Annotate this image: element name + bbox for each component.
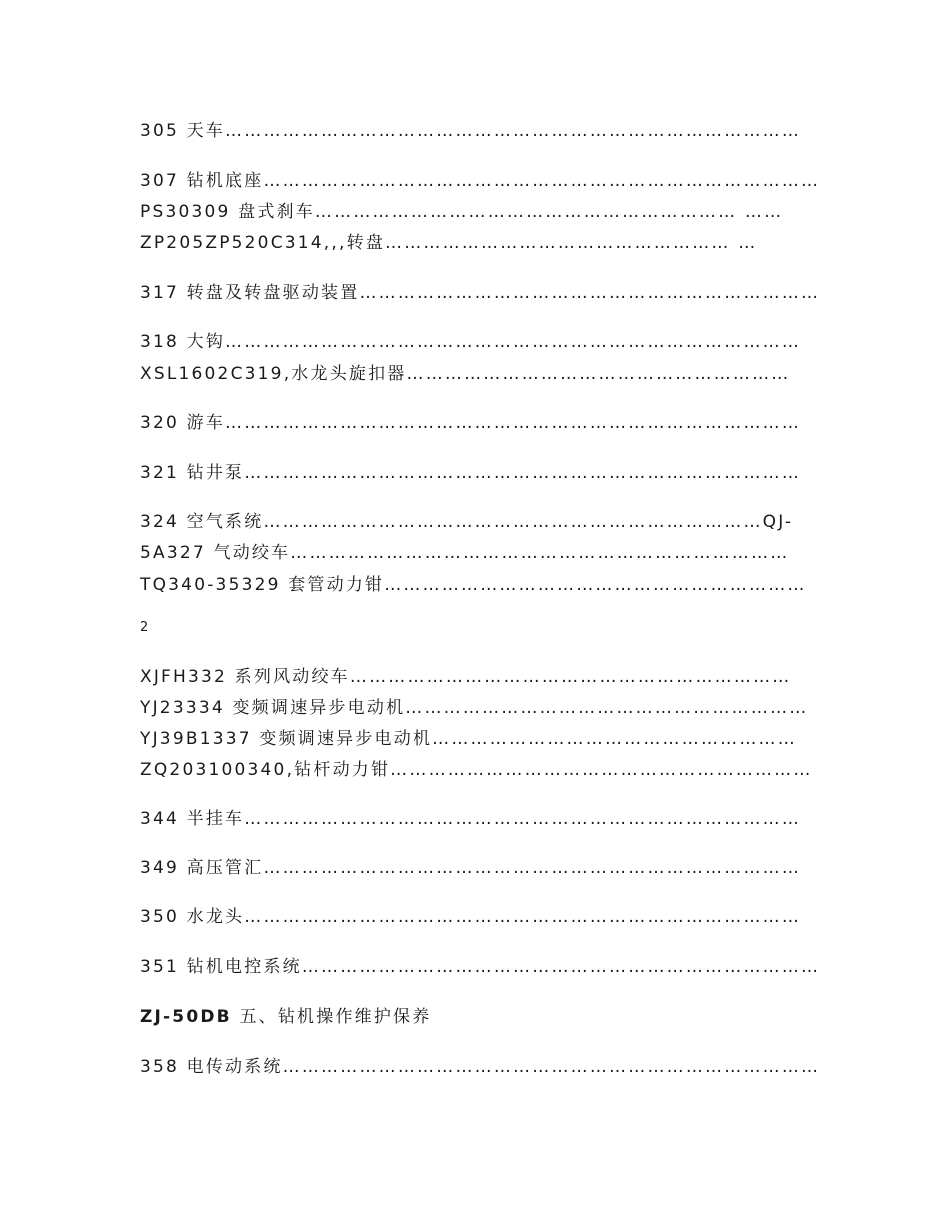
toc-entry-349: 349 高压管汇…………………………………………………………………………: [140, 858, 802, 878]
toc-entry-358: 358 电传动系统…………………………………………………………………………: [140, 1057, 821, 1077]
toc-entry-309: PS30309 盘式刹车………………………………………………………… ……: [140, 202, 784, 222]
toc-entry-329: TQ340-35329 套管动力钳…………………………………………………………: [140, 575, 807, 595]
section-heading: [140, 1006, 431, 1028]
toc-entry-327: 5A327 气动绞车……………………………………………………………………: [140, 543, 790, 563]
toc-entry-314: ZP205ZP520C314,,,转盘……………………………………………… …: [140, 233, 758, 253]
section-code: ZJ-50DB: [140, 1007, 232, 1027]
toc-entry-350: 350 水龙头……………………………………………………………………………: [140, 907, 802, 927]
toc-entry-319: XSL1602C319,水龙头旋扣器……………………………………………………: [140, 364, 791, 384]
toc-entry-340: ZQ203100340,钻杆动力钳…………………………………………………………: [140, 760, 813, 780]
toc-entry-318: 318 大钩………………………………………………………………………………: [140, 332, 802, 352]
toc-entry-332: XJFH332 系列风动绞车……………………………………………………………: [140, 667, 792, 687]
toc-entry-337: YJ39B1337 变频调速异步电动机…………………………………………………: [140, 729, 797, 749]
toc-entry-307: 307 钻机底座……………………………………………………………………………: [140, 171, 821, 191]
toc-entry-351: 351 钻机电控系统………………………………………………………………………: [140, 957, 821, 977]
toc-entry-320: 320 游车………………………………………………………………………………: [140, 413, 802, 433]
toc-entry-334: YJ23334 变频调速异步电动机………………………………………………………: [140, 698, 809, 718]
toc-entry-305: 305 天车………………………………………………………………………………: [140, 121, 802, 141]
page-number: 2: [140, 620, 149, 635]
section-title: 五、钻机操作维护保养: [231, 1007, 432, 1027]
toc-entry-324: 324 空气系统……………………………………………………………………QJ-: [140, 512, 794, 532]
toc-entry-344: 344 半挂车……………………………………………………………………………: [140, 809, 802, 829]
toc-entry-321: 321 钻井泵……………………………………………………………………………: [140, 463, 802, 483]
toc-entry-317: 317 转盘及转盘驱动装置………………………………………………………………: [140, 283, 821, 303]
